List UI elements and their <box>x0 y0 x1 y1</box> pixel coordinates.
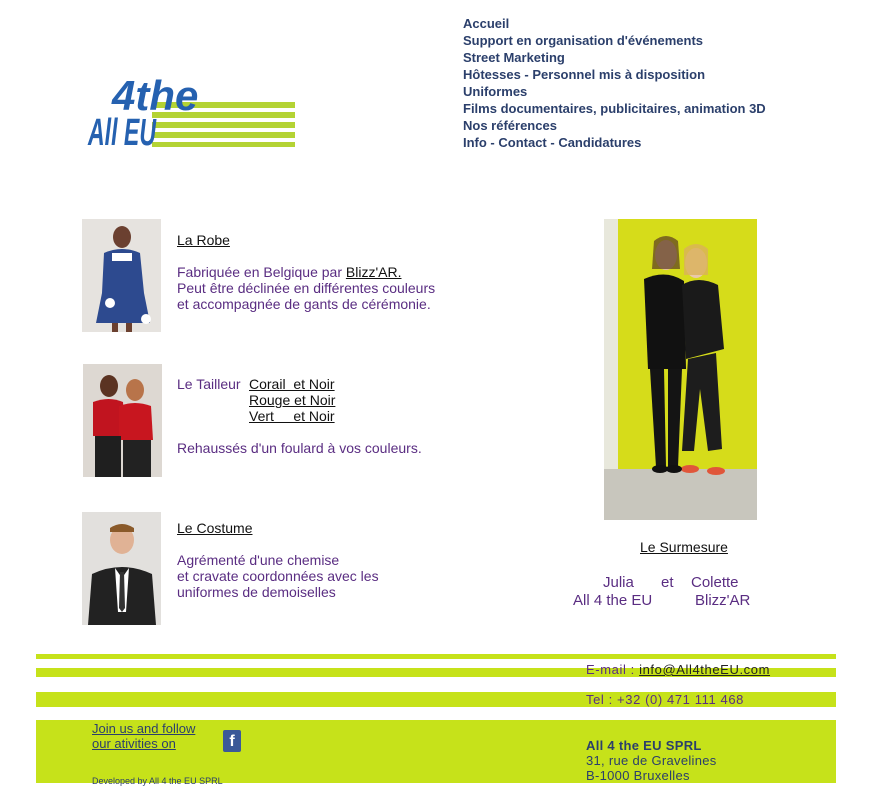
facebook-icon[interactable]: f <box>223 730 241 752</box>
logo-bottom-text: All EU <box>87 112 157 150</box>
company-city: B-1000 Bruxelles <box>586 768 690 783</box>
costume-section <box>177 520 379 600</box>
social-follow[interactable] <box>92 721 195 751</box>
robe-line2: Peut être déclinée en différentes couleurs <box>177 280 436 296</box>
surmesure-title[interactable]: Le Surmesure <box>640 539 728 555</box>
tailleur-option-vert[interactable]: Vert et Noir <box>249 408 335 424</box>
tailleur-note: Rehaussés d'un foulard à vos couleurs. <box>177 440 422 456</box>
nav-references[interactable]: Nos références <box>463 118 557 133</box>
footer-divider-1 <box>36 654 836 659</box>
costume-line1: Agrémenté d'une chemise <box>177 552 340 568</box>
nav-contact[interactable]: Info - Contact - Candidatures <box>463 135 642 150</box>
company-logo[interactable] <box>86 68 298 150</box>
surmesure-name1: Julia <box>603 574 634 591</box>
robe-title[interactable]: La Robe <box>177 232 230 248</box>
main-nav <box>463 15 766 151</box>
follow-line2[interactable]: our ativities on <box>92 736 176 751</box>
surmesure-org1: All 4 the EU <box>573 592 653 609</box>
tailleur-photo <box>83 364 162 477</box>
surmesure-org2: Blizz'AR <box>695 592 751 609</box>
blizzar-link[interactable]: Blizz'AR. <box>345 264 402 280</box>
robe-line1: Fabriquée en Belgique par <box>177 264 346 280</box>
costume-line3: uniformes de demoiselles <box>177 584 336 600</box>
robe-section <box>177 232 435 312</box>
email-label: E-mail : <box>586 662 640 677</box>
robe-line3: et accompagnée de gants de cérémonie. <box>177 296 431 312</box>
surmesure-photo <box>604 219 757 520</box>
company-address <box>586 738 717 783</box>
nav-films[interactable]: Films documentaires, publicitaires, animation 3D <box>463 101 766 116</box>
phone-number: Tel : +32 (0) 471 111 468 <box>586 692 744 707</box>
tailleur-section <box>177 376 241 392</box>
nav-street-marketing[interactable]: Street Marketing <box>463 50 565 65</box>
surmesure-name2: Colette <box>691 574 739 591</box>
nav-accueil[interactable]: Accueil <box>463 16 510 31</box>
tailleur-option-rouge[interactable]: Rouge et Noir <box>249 392 336 408</box>
email-link[interactable]: info@All4theEU.com <box>639 662 771 677</box>
company-name: All 4 the EU SPRL <box>586 738 702 753</box>
nav-hotesses[interactable]: Hôtesses - Personnel mis à disposition <box>463 67 706 82</box>
surmesure-and: et <box>661 574 674 591</box>
tailleur-option-corail[interactable]: Corail et Noir <box>249 376 335 392</box>
nav-evenements[interactable]: Support en organisation d'événements <box>463 33 704 48</box>
company-street: 31, rue de Gravelines <box>586 753 717 768</box>
tailleur-options <box>249 376 335 424</box>
email-line <box>586 662 770 677</box>
tailleur-prefix: Le Tailleur <box>177 376 241 392</box>
logo-top-text: 4the <box>112 72 199 119</box>
nav-uniformes[interactable]: Uniformes <box>463 84 528 99</box>
developed-by: Developed by All 4 the EU SPRL <box>92 776 223 786</box>
costume-title[interactable]: Le Costume <box>177 520 253 536</box>
costume-line2: et cravate coordonnées avec les <box>177 568 379 584</box>
follow-line1[interactable]: Join us and follow <box>92 721 196 736</box>
surmesure-section <box>640 539 728 555</box>
costume-photo <box>82 512 161 625</box>
robe-photo <box>82 219 161 332</box>
